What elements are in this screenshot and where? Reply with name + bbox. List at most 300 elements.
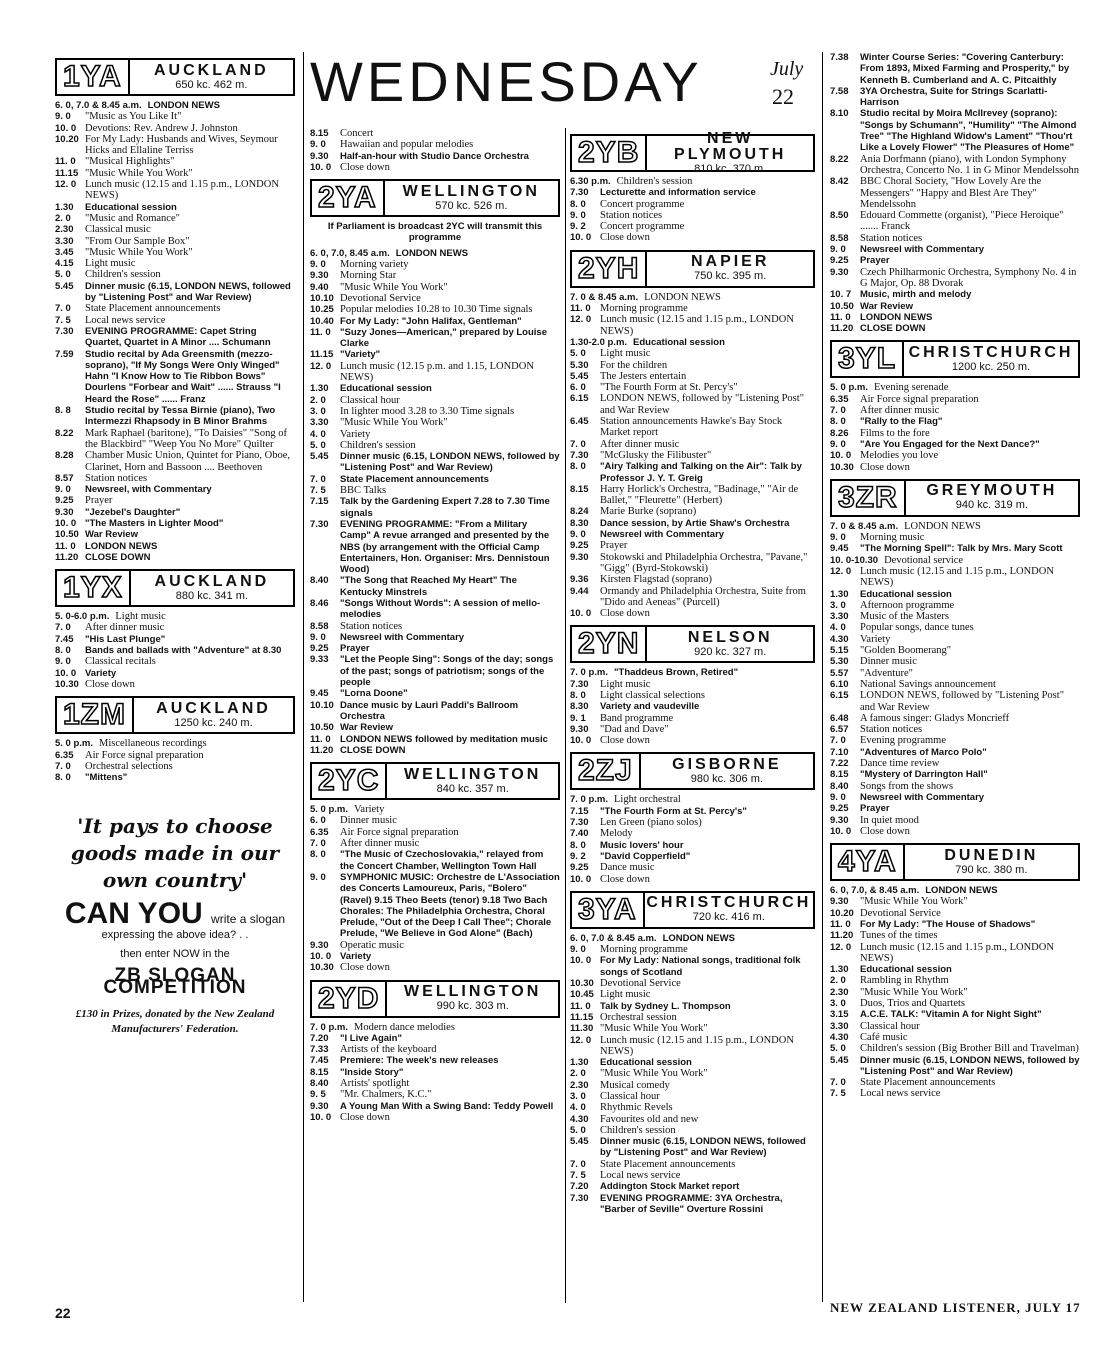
programme-time: 4.15 [55, 258, 74, 270]
programme-entry [830, 735, 1080, 746]
programme-time: 2. 0 [570, 1068, 586, 1080]
programme-entry [55, 405, 295, 428]
programme-title: Newsreel, with Commentary [85, 484, 212, 496]
station-callsign: 2YD [312, 982, 387, 1016]
programme-entry [570, 1068, 815, 1079]
programme-entry [55, 281, 295, 304]
programme-entry [55, 738, 295, 749]
programme-time: 9.30 [830, 814, 849, 826]
programme-time: 11. 0 [570, 1000, 591, 1012]
programme-entry [830, 428, 1080, 439]
programme-title: Close down [600, 735, 650, 747]
programme-title: Talk by Sydney L. Thompson [600, 1000, 731, 1012]
programme-title: Chamber Music Union, Quintet for Piano, Oboe, Clarinet, Horn and Bassoon .... Beethoven [85, 450, 291, 473]
programme-entry [570, 1125, 815, 1136]
ad-line3: expressing the above idea? . . [101, 928, 249, 941]
programme-title: Light music [600, 989, 651, 1001]
programme-time: 8.22 [55, 427, 74, 439]
programme-entry [570, 690, 815, 701]
programme-title: LONDON NEWS [395, 247, 469, 259]
programme-entry [55, 269, 295, 280]
programme-title: Local news service [600, 1170, 681, 1182]
station-banner [830, 340, 1080, 378]
programme-title: Prayer [860, 255, 890, 267]
programme-time: 2.30 [830, 986, 849, 998]
programme-entry [570, 1001, 815, 1012]
programme-time: 6. 0, 7.0, & 8.45 a.m. [830, 885, 920, 897]
programme-entry [830, 589, 1080, 600]
programme-time: 10. 0 [310, 1111, 332, 1123]
programme-entry [570, 735, 815, 746]
ad-write-text: write a slogan [211, 912, 286, 927]
programme-time: 6.30 p.m. [570, 176, 611, 187]
station-banner [310, 762, 560, 800]
station-frequency: 1200 kc. 250 m. [951, 360, 1031, 373]
programme-title: Premiere: The week's new releases [340, 1055, 499, 1067]
programme-title: "Musical Highlights" [85, 156, 175, 168]
programme-time: 7.59 [55, 348, 74, 360]
programme-time: 9. 2 [570, 850, 586, 862]
station-city: NAPIER [690, 253, 770, 271]
programme-entry [570, 439, 815, 450]
programme-time: 7.33 [310, 1044, 329, 1056]
programme-entry [310, 700, 560, 723]
programme-entry [310, 804, 560, 815]
programme-time: 7.30 [570, 1192, 589, 1204]
programme-title: Favourites old and new [600, 1113, 699, 1125]
programme-time: 12. 0 [310, 360, 332, 372]
programme-title: Concert [340, 128, 374, 139]
programme-title: Dance time review [860, 758, 940, 770]
station-1ya [55, 58, 295, 563]
programme-time: 5.45 [570, 1136, 589, 1148]
programme-title: Devotional service [884, 554, 964, 566]
programme-entry [830, 405, 1080, 416]
programme-time: 10. 0 [570, 232, 592, 244]
programme-title: Light music [85, 258, 136, 270]
programme-time: 5. 0 [830, 1043, 846, 1055]
programme-time: 5. 0 [55, 269, 71, 281]
programme-title: For My Lady: "The House of Shadows" [860, 919, 1036, 930]
station-callsign: 3YL [832, 342, 904, 376]
programme-entry [310, 259, 560, 270]
programme-title: Melodies you love [860, 450, 939, 462]
programme-entry [570, 1102, 815, 1113]
programme-title: Station notices [85, 472, 148, 484]
programme-entry [570, 1091, 815, 1102]
programme-entry [570, 303, 815, 314]
programme-title: SYMPHONIC MUSIC: Orchestre de L'Association des Concerts Lamoureux, Paris, "Bolero" (Ravel) 9.15 Theo Beets (tenor) 9.18 Two Bach Chorales: The Philadelphia Orchestra, Choral Prelude, "Out of the Deep I Call Thee"; Chorale Prelude, "We Believe in God Alone" (Bach) [340, 871, 560, 940]
programme-entry [310, 745, 560, 756]
programme-title: Tunes of the times [860, 930, 938, 942]
programme-entry [310, 827, 560, 838]
programme-entry [830, 781, 1080, 792]
station-city: WELLINGTON [404, 983, 542, 1001]
programme-title: Close down [860, 825, 910, 837]
programme-title: LONDON NEWS [147, 100, 220, 111]
station-banner [55, 696, 295, 734]
programme-time: 8.58 [830, 232, 849, 244]
programme-time: 9. 5 [310, 1089, 326, 1101]
day-heading: WEDNESDAY [310, 50, 703, 113]
programme-entry [310, 849, 560, 872]
programme-title: Close down [340, 161, 390, 173]
programme-time: 9. 1 [570, 712, 586, 724]
programme-title: Lunch music (12.15 and 1.15 p.m., LONDON NEWS) [860, 565, 1054, 589]
programme-entry [55, 247, 295, 258]
programme-title: "Jezebel's Daughter" [85, 506, 181, 518]
programme-time: 8.30 [570, 517, 589, 529]
programme-time: 3.45 [55, 246, 74, 258]
station-frequency: 980 kc. 306 m. [690, 772, 763, 785]
programme-title: "Music While You Work" [340, 417, 448, 429]
programme-time: 9.33 [310, 654, 329, 666]
programme-title: Czech Philharmonic Orchestra, Symphony No. 4 in G Major, Op. 88 Dvorak [860, 266, 1077, 289]
programme-title: "Music While You Work" [860, 896, 968, 908]
programme-time: 6. 0, 7.0 & 8.45 a.m. [55, 100, 142, 111]
programme-time: 7.15 [310, 496, 329, 508]
programme-entry [830, 1032, 1080, 1043]
programme-entry [830, 244, 1080, 255]
programme-title: Educational session [85, 201, 177, 213]
programme-title: Classical hour [860, 1020, 920, 1032]
programme-time: 8. 0 [830, 416, 846, 428]
programme-time: 7.22 [830, 758, 849, 770]
programme-title: Stokowski and Philadelphia Orchestra, "Pavane," "Gigg" (Byrd-Stokowski) [600, 551, 808, 574]
programme-entry [570, 382, 815, 393]
programme-title: Children's session [340, 439, 416, 451]
programme-time: 8.46 [310, 597, 329, 609]
programme-title: Variety [340, 428, 371, 440]
programme-time: 7.45 [310, 1055, 329, 1067]
programme-title: "Mittens" [85, 772, 128, 784]
programme-entry [55, 349, 295, 405]
programme-entry [570, 724, 815, 735]
programme-time: 10. 0 [55, 122, 77, 134]
programme-time: 8. 0 [310, 849, 326, 861]
programme-entry [310, 654, 560, 688]
programme-title: CLOSE DOWN [85, 551, 151, 563]
programme-entry [570, 1159, 815, 1170]
station-info [387, 764, 558, 798]
programme-entry [570, 851, 815, 862]
programme-title: Kirsten Flagstad (soprano) [600, 574, 712, 586]
programme-title: Light music [115, 611, 166, 623]
programme-time: 1.30 [310, 383, 329, 395]
station-city: AUCKLAND [156, 699, 271, 717]
programme-entry [570, 529, 815, 540]
programme-entry [310, 688, 560, 699]
programme-entry [830, 154, 1080, 177]
programme-time: 8.15 [310, 128, 329, 139]
programme-time: 7. 0 [830, 735, 846, 747]
programme-entry [570, 667, 815, 678]
programme-entry [830, 885, 1080, 896]
programme-time: 8. 0 [570, 198, 586, 210]
programme-entry [570, 713, 815, 724]
programme-title: For My Lady: National songs, traditional folk songs of Scotland [600, 955, 801, 978]
programme-entry [570, 586, 815, 609]
programme-title: Air Force signal preparation [860, 393, 979, 405]
programme-entry [55, 622, 295, 633]
station-frequency: 840 kc. 357 m. [436, 782, 509, 795]
programme-entry [310, 139, 560, 150]
programme-time: 8.24 [570, 506, 589, 518]
programme-title: Operatic music [340, 939, 404, 951]
programme-entry [830, 645, 1080, 656]
programme-time: 11. 0 [310, 733, 331, 745]
programme-title: Dance session, by Artie Shaw's Orchestra [600, 517, 790, 529]
programme-time: 6. 0 [310, 815, 326, 827]
programme-entry [570, 874, 815, 885]
programme-entry [570, 862, 815, 873]
station-info [131, 571, 293, 605]
programme-time: 1.30-2.0 p.m. [570, 336, 628, 348]
programme-title: Marie Burke (soprano) [600, 506, 697, 518]
programme-entry [310, 349, 560, 360]
programme-entry [570, 540, 815, 551]
programme-entry [830, 255, 1080, 266]
programme-time: 6.15 [830, 690, 849, 702]
programme-title: Dinner music (6.15, LONDON NEWS, followed by "Listening Post" and War Review) [860, 1054, 1080, 1077]
programme-title: "Music While You Work" [340, 281, 448, 293]
programme-title: Classical hour [340, 394, 400, 406]
programme-time: 9. 0 [570, 944, 586, 956]
programme-title: Variety [340, 951, 372, 962]
programme-time: 11. 0 [830, 311, 851, 323]
programme-entry [310, 361, 560, 384]
programme-time: 6.35 [830, 393, 849, 405]
station-banner [55, 58, 295, 96]
programme-entry [570, 292, 815, 303]
programme-entry [55, 750, 295, 761]
programme-title: LONDON NEWS followed by meditation music [340, 733, 548, 745]
programme-title: "Songs Without Words": A session of mello-melodies [340, 597, 541, 621]
programme-title: Studio recital by Tessa Birnie (piano), Two Intermezzi Rhapsody in B Minor Brahms [85, 405, 276, 428]
programme-title: Variety [85, 667, 117, 679]
programme-entry [55, 772, 295, 783]
programme-entry [570, 416, 815, 439]
programme-title: For My Lady: "John Halifax, Gentleman" [340, 315, 522, 327]
programme-title: BBC Talks [340, 485, 387, 497]
programme-time: 6.35 [310, 826, 329, 838]
station-city: CHRISTCHURCH [646, 894, 812, 912]
programme-title: LONDON NEWS [860, 311, 933, 323]
programme-time: 5. 0 [310, 439, 326, 451]
programme-title: War Review [860, 300, 913, 312]
programme-entry [310, 1101, 560, 1112]
programme-title: Lunch music (12.15 p.m. and 1.15, LONDON NEWS) [340, 360, 534, 384]
ad-line4: then enter NOW in the [120, 948, 230, 961]
programme-entry [830, 1055, 1080, 1078]
programme-time: 10.45 [570, 989, 594, 1001]
programme-title: Musical comedy [600, 1079, 670, 1091]
programme-title: "Music While You Work" [600, 1068, 708, 1080]
programme-time: 8.28 [55, 450, 74, 462]
programme-title: "Mystery of Darrington Hall" [860, 769, 988, 781]
programme-entry [310, 632, 560, 643]
programme-entry [310, 485, 560, 496]
programme-entry [830, 908, 1080, 919]
programme-entry [570, 232, 815, 243]
programme-time: 9.30 [310, 150, 329, 162]
programme-time: 10. 0 [830, 825, 852, 837]
programme-entry [570, 199, 815, 210]
programme-title: Prayer [600, 540, 628, 552]
station-2yd [310, 980, 560, 1124]
programme-title: War Review [340, 722, 393, 734]
programme-entry [55, 224, 295, 235]
programme-entry [310, 621, 560, 632]
programme-time: 3. 0 [830, 599, 846, 611]
programme-time: 7. 0 p.m. [570, 667, 609, 679]
programme-entry [310, 451, 560, 474]
programme-entry [570, 933, 815, 944]
programme-entry [310, 248, 560, 259]
programme-title: For the children [600, 359, 668, 371]
programme-title: "From Our Sample Box" [85, 235, 190, 247]
programme-entry [55, 645, 295, 656]
programme-entry [55, 315, 295, 326]
programme-title: Ania Dorfmann (piano), with London Symphony Orchestra, Concerto No. 1 in G Minor Mendelssohn [860, 153, 1080, 176]
programme-time: 8.15 [310, 1066, 329, 1078]
programme-time: 4. 0 [570, 1102, 586, 1114]
continued-listing [830, 52, 1080, 334]
station-1yx [55, 569, 295, 690]
programme-title: Devotional Service [600, 978, 681, 990]
programme-time: 11.15 [55, 167, 79, 179]
programme-entry [310, 519, 560, 575]
programme-time: 12. 0 [570, 314, 592, 326]
programme-title: Dinner music [860, 656, 917, 668]
station-info [645, 893, 813, 927]
programme-title: A Young Man With a Swing Band: Teddy Powell [340, 1100, 554, 1112]
programme-title: Educational session [340, 383, 432, 395]
programme-time: 9.30 [830, 266, 849, 278]
programme-entry [830, 394, 1080, 405]
programme-title: LONDON NEWS [85, 540, 158, 552]
programme-title: EVENING PROGRAMME: Capet String Quartet, Quartet in A Minor .... Schumann [85, 325, 271, 349]
programme-time: 5. 0 [570, 1124, 586, 1136]
programme-entry [55, 518, 295, 529]
programme-entry [310, 1078, 560, 1089]
programme-time: 10. 0 [55, 517, 77, 529]
station-frequency: 570 kc. 526 m. [435, 199, 508, 212]
programme-entry [310, 327, 560, 350]
programme-entry [830, 919, 1080, 930]
programme-entry [830, 233, 1080, 244]
programme-entry [570, 794, 815, 805]
programme-entry [830, 656, 1080, 667]
programme-entry [310, 429, 560, 440]
programme-time: 5. 0 p.m. [55, 738, 94, 750]
station-info [905, 845, 1078, 879]
programme-time: 6. 0, 7.0 & 8.45 a.m. [570, 932, 657, 944]
programme-entry [55, 428, 295, 451]
programme-time: 9.25 [310, 643, 329, 655]
programme-entry [55, 668, 295, 679]
programme-title: Talk by the Gardening Expert 7.28 to 7.30 Time signals [340, 496, 550, 519]
station-banner [570, 752, 815, 790]
programme-entry [55, 450, 295, 473]
programme-time: 1.30 [830, 964, 849, 976]
programme-title: Dance music by Lauri Paddi's Ballroom Orchestra [340, 699, 519, 722]
programme-time: 5. 0 p.m. [310, 804, 349, 816]
programme-entry [310, 151, 560, 162]
programme-entry [830, 439, 1080, 450]
programme-entry [55, 168, 295, 179]
programme-title: Children's session [85, 269, 161, 281]
programme-time: 8.50 [830, 210, 849, 222]
programme-entry [55, 236, 295, 247]
programme-entry [570, 552, 815, 575]
programme-title: Station notices [600, 209, 663, 221]
programme-entry [830, 975, 1080, 986]
programme-title: "Let the People Sing": Songs of the day; songs of the past; songs of patriotism; songs of the people [340, 654, 554, 689]
programme-title: Station notices [860, 232, 923, 244]
programme-time: 5.57 [830, 667, 849, 679]
programme-time: 7. 0 & 8.45 a.m. [830, 520, 899, 532]
column-rule [822, 52, 823, 1302]
station-info [641, 754, 813, 788]
programme-time: 8.40 [830, 780, 849, 792]
programme-title: Educational session [600, 1057, 692, 1069]
station-callsign: 2ZJ [572, 754, 641, 788]
programme-time: 10.25 [310, 304, 334, 316]
programme-entry [570, 371, 815, 382]
programme-entry [830, 450, 1080, 461]
programme-entry [570, 1181, 815, 1192]
programme-time: 7.20 [570, 1181, 589, 1193]
station-city: DUNEDIN [944, 846, 1039, 864]
programme-time: 4.30 [570, 1113, 589, 1125]
programme-entry [830, 998, 1080, 1009]
programme-entry [55, 761, 295, 772]
programme-title: Music, mirth and melody [860, 289, 972, 301]
programme-time: 10. 0 [55, 667, 77, 679]
programme-time: 10.30 [310, 962, 334, 974]
programme-title: "The Music of Czechoslovakia," relayed from the Concert Chamber, Wellington Town Hall [340, 849, 544, 872]
programme-title: Variety [354, 804, 385, 816]
programme-time: 9.25 [570, 540, 589, 552]
programme-entry [55, 123, 295, 134]
station-callsign: 1YX [57, 571, 131, 605]
programme-title: Variety [860, 633, 891, 645]
programme-title: "The Fourth Form at St. Percy's" [600, 805, 747, 817]
programme-time: 10. 7 [830, 289, 852, 301]
programme-time: 9.30 [55, 506, 74, 518]
station-callsign: 3ZR [832, 481, 906, 515]
programme-title: Classical music [85, 224, 151, 236]
programme-entry [310, 951, 560, 962]
programme-time: 8. 0 [55, 645, 71, 657]
programme-time: 7. 5 [55, 314, 71, 326]
programme-entry [310, 815, 560, 826]
programme-title: Light classical selections [600, 689, 705, 701]
programme-entry [55, 634, 295, 645]
programme-time: 8. 8 [55, 405, 71, 417]
programme-entry [310, 1033, 560, 1044]
programme-title: "Adventures of Marco Polo" [860, 746, 987, 758]
programme-entry [310, 474, 560, 485]
programme-time: 7. 0 [570, 438, 586, 450]
programme-entry [830, 210, 1080, 233]
programme-time: 9. 0 [310, 139, 326, 151]
programme-title: CLOSE DOWN [860, 323, 926, 335]
programme-time: 7. 0 [570, 1158, 586, 1170]
programme-entry [310, 1112, 560, 1123]
programme-time: 7. 5 [830, 1088, 846, 1100]
